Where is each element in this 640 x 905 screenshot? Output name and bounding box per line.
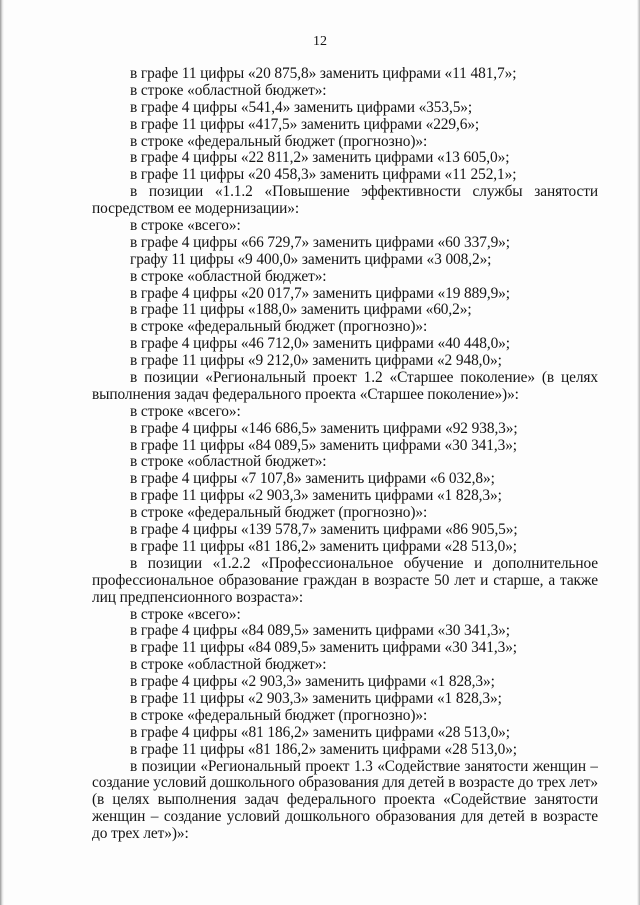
text-line: в графе 11 цифры «2 903,3» заменить цифрами «1 828,3»; xyxy=(130,488,502,505)
text-line: в строке «областной бюджет»: xyxy=(130,454,327,471)
text-line: в графе 4 цифры «7 107,8» заменить цифрами «6 032,8»; xyxy=(130,471,495,488)
text-line: в графе 11 цифры «81 186,2» заменить цифрами «28 513,0»; xyxy=(130,538,517,555)
text-line: лиц предпенсионного возраста»: xyxy=(92,589,304,606)
text-line: в строке «всего»: xyxy=(130,403,241,420)
text-line: в графе 11 цифры «81 186,2» заменить цифрами «28 513,0»; xyxy=(130,741,517,758)
text-line: в графе 11 цифры «20 458,3» заменить цифрами «11 252,1»; xyxy=(130,167,517,184)
text-line: в графе 11 цифры «9 212,0» заменить цифрами «2 948,0»; xyxy=(130,353,502,370)
text-line: в строке «областной бюджет»: xyxy=(130,657,327,674)
text-line: (в целях выполнения задач федерального проекта «Содействие занятости xyxy=(92,792,598,809)
text-line: профессиональное образование граждан в возрасте 50 лет и старше, а также xyxy=(92,572,598,589)
text-line: в позиции «1.1.2 «Повышение эффективности службы занятости xyxy=(130,184,598,201)
text-line: в графе 11 цифры «188,0» заменить цифрами «60,2»; xyxy=(130,302,472,319)
text-line: в строке «федеральный бюджет (прогнозно)»: xyxy=(130,707,428,724)
text-line: в строке «всего»: xyxy=(130,218,241,235)
text-line: в строке «федеральный бюджет (прогнозно)»: xyxy=(130,505,428,522)
text-line: в графе 11 цифры «20 875,8» заменить цифрами «11 481,7»; xyxy=(130,66,517,82)
text-line: графу 11 цифры «9 400,0» заменить цифрами «3 008,2»; xyxy=(130,251,492,268)
text-line: в графе 4 цифры «84 089,5» заменить цифрами «30 341,3»; xyxy=(130,623,510,640)
text-line: в строке «всего»: xyxy=(130,606,241,623)
text-line: в графе 4 цифры «139 578,7» заменить цифрами «86 905,5»; xyxy=(130,522,518,539)
text-line: в строке «федеральный бюджет (прогнозно)»: xyxy=(130,133,428,150)
text-line: в позиции «Региональный проект 1.3 «Содействие занятости женщин – xyxy=(130,758,598,775)
text-line: в графе 4 цифры «81 186,2» заменить цифрами «28 513,0»; xyxy=(130,724,510,741)
text-line: в графе 4 цифры «541,4» заменить цифрами «353,5»; xyxy=(130,99,473,116)
page-number: 12 xyxy=(313,34,327,49)
text-line: в графе 4 цифры «146 686,5» заменить цифрами «92 938,3»; xyxy=(130,420,518,437)
text-line: в позиции «1.2.2 «Профессиональное обучение и дополнительное xyxy=(130,555,598,572)
text-line: создание условий дошкольного образования для детей в возрасте до трех лет» xyxy=(92,775,598,792)
text-line: посредством ее модернизации»: xyxy=(92,201,300,218)
scan-edge-left xyxy=(0,0,4,905)
text-line: выполнения задач федерального проекта «Старшее поколение»)»: xyxy=(92,386,519,403)
text-line: в строке «федеральный бюджет (прогнозно)»: xyxy=(130,319,428,336)
text-line: в графе 11 цифры «84 089,5» заменить цифрами «30 341,3»; xyxy=(130,640,517,657)
text-line: в графе 4 цифры «66 729,7» заменить цифрами «60 337,9»; xyxy=(130,234,510,251)
text-line: женщин – создание условий дошкольного образования для детей в возрасте xyxy=(92,809,598,826)
text-line: в графе 4 цифры «20 017,7» заменить цифрами «19 889,9»; xyxy=(130,285,510,302)
text-line: в графе 11 цифры «417,5» заменить цифрами «229,6»; xyxy=(130,116,480,133)
text-line: в позиции «Региональный проект 1.2 «Старшее поколение» (в целях xyxy=(130,370,598,387)
text-line: до трех лет»)»: xyxy=(92,826,189,843)
document-body xyxy=(92,66,598,843)
text-line: в графе 11 цифры «84 089,5» заменить цифрами «30 341,3»; xyxy=(130,437,517,454)
text-line: в графе 11 цифры «2 903,3» заменить цифрами «1 828,3»; xyxy=(130,690,502,707)
text-line: в строке «областной бюджет»: xyxy=(130,268,327,285)
text-line: в графе 4 цифры «22 811,2» заменить цифрами «13 605,0»; xyxy=(130,150,510,167)
text-line: в строке «областной бюджет»: xyxy=(130,82,327,99)
text-line: в графе 4 цифры «2 903,3» заменить цифрами «1 828,3»; xyxy=(130,674,495,691)
text-line: в графе 4 цифры «46 712,0» заменить цифрами «40 448,0»; xyxy=(130,336,510,353)
